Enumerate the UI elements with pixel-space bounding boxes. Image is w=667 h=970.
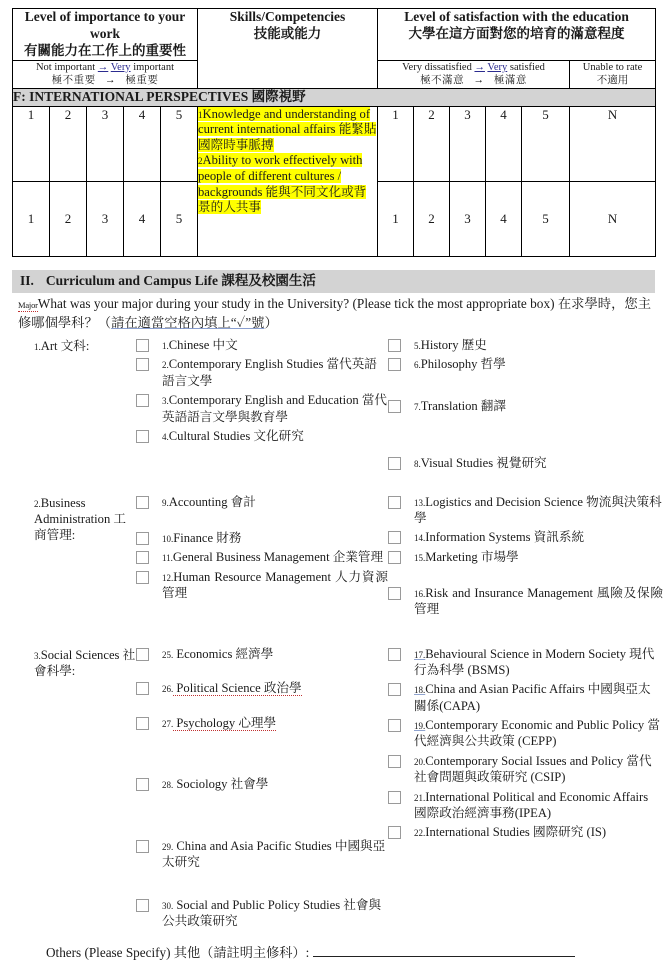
major-option[interactable] [136,680,388,696]
header-importance [13,9,198,61]
major-option[interactable] [388,337,663,353]
importance-option-2[interactable]: 2 [50,181,87,256]
legend-importance-very: Very [110,61,131,73]
header-satisfaction-cn: 大學在這方面對您的培育的滿意程度 [408,25,625,41]
legend-importance-cn-right: 極重要 [125,75,159,87]
importance-option-5[interactable]: 5 [161,106,198,181]
section-2 [0,270,667,961]
major-option[interactable] [136,897,388,930]
checkbox-major-15[interactable] [388,551,401,564]
importance-option-3[interactable]: 3 [87,106,124,181]
major-option[interactable] [136,494,388,510]
checkbox-major-29[interactable] [136,840,149,853]
competency-1-cn: 能緊貼國際時事脈搏 [198,122,377,152]
option-number: 12. [162,572,174,583]
option-label: Political Science 政治學 [173,681,302,696]
checkbox-major-7[interactable] [388,400,401,413]
option-label: Translation 翻譯 [420,398,506,413]
option-number: 1. [162,341,169,352]
checkbox-major-8[interactable] [388,457,401,470]
option-number: 6. [414,360,421,371]
major-option[interactable] [136,337,388,353]
option-number: 16. [414,588,426,599]
option-number: 21. [414,792,426,803]
competency-1-number: 1 [198,109,203,120]
option-label: Logistics and Decision Science 物流與決策科學 [414,494,662,525]
satisfaction-option-2[interactable]: 2 [414,181,450,256]
option-label: Finance 財務 [173,530,242,545]
importance-option-5[interactable]: 5 [161,181,198,256]
importance-option-3[interactable]: 3 [87,181,124,256]
option-number: 7. [414,401,421,412]
option-label: Information Systems 資訊系統 [425,530,585,545]
option-number: 10. [162,533,174,544]
option-label: Risk and Insurance Management 風險及保險管理 [414,585,663,617]
header-satisfaction-en: Level of satisfaction with the education [404,9,629,24]
others-label: Others (Please Specify) 其他（請註明主修科）: [46,944,310,960]
checkbox-major-17[interactable] [388,648,401,661]
header-importance-cn: 有關能力在工作上的重要性 [24,42,186,58]
checkbox-major-13[interactable] [388,496,401,509]
checkbox-major-22[interactable] [388,826,401,839]
option-number: 22. [414,828,426,839]
competency-text-cell [198,106,378,256]
option-number: 20. [414,756,426,767]
satisfaction-option-5[interactable]: 5 [522,106,570,181]
major-group-label-business [18,494,136,618]
legend-unable-cn: 不適用 [596,75,629,87]
legend-importance-cn-arrow: → [105,75,116,87]
group-label-cn: 文科: [60,339,90,354]
others-specify-row [12,942,655,961]
major-option[interactable] [388,646,663,679]
table-header-row-main [13,9,656,61]
checkbox-major-5[interactable] [388,339,401,352]
satisfaction-option-3[interactable]: 3 [450,181,486,256]
major-option[interactable] [136,646,388,662]
legend-satisfaction-left: Very dissatisfied [402,61,472,73]
competency-item-2 [198,153,377,215]
option-number: 11. [162,553,173,564]
option-label: Contemporary English and Education 當代英語語言文學與教育學 [162,393,388,424]
checkbox-major-26[interactable] [136,682,149,695]
competency-2-number: 2 [198,156,203,167]
major-question [12,293,655,332]
major-question-en: What was your major during your study in the University? (Please tick the most appropriate box) [37,296,558,312]
group-num: 3. [34,650,41,661]
checkbox-major-21[interactable] [388,791,401,804]
legend-unable-to-rate [570,60,656,89]
checkbox-major-18[interactable] [388,683,401,696]
checkbox-major-2[interactable] [136,358,149,371]
option-label: Cultural Studies 文化研究 [168,428,304,443]
section-f-table-wrap [0,0,667,257]
checkbox-major-30[interactable] [136,899,149,912]
major-option[interactable] [136,549,388,565]
major-option[interactable] [388,455,663,471]
option-number: 29. [162,842,174,853]
major-column-left [136,494,388,618]
major-option[interactable] [388,717,663,750]
option-number: 3. [162,396,169,407]
group-label-cn: 工商管理: [34,511,126,543]
legend-satisfaction-cn-arrow: → [473,75,485,87]
major-tag: Major [18,300,38,311]
major-group-social-sciences [18,646,660,930]
importance-option-4[interactable]: 4 [124,181,161,256]
satisfaction-option-na[interactable]: N [570,181,656,256]
option-number: 30. [162,900,174,911]
option-number: 27. [162,719,174,730]
importance-option-1[interactable]: 1 [13,106,50,181]
major-option[interactable] [388,356,663,372]
option-label: China and Asian Pacific Affairs 中國與亞太關係(CAPA) [414,682,651,713]
competency-row [13,106,656,181]
major-option[interactable] [136,356,388,389]
checkbox-major-14[interactable] [388,531,401,544]
checkbox-major-16[interactable] [388,587,401,600]
checkbox-major-9[interactable] [136,496,149,509]
section-2-roman: II. [20,272,34,288]
option-number: 25. [162,649,174,660]
major-option[interactable] [136,838,388,871]
legend-importance [13,60,198,89]
others-input[interactable] [313,944,575,957]
option-label: Psychology 心理學 [173,716,277,731]
option-label: Marketing 市場學 [425,549,519,564]
option-number: 15. [414,552,426,563]
header-skills-en: Skills/Competencies [229,9,346,24]
legend-satisfaction-cn-left: 極不滿意 [420,75,465,87]
header-importance-en: Level of importance to your work [24,9,186,41]
major-option[interactable] [388,789,663,822]
option-label: Economics 經濟學 [173,646,274,661]
competency-rating-table [12,8,656,257]
satisfaction-option-3[interactable]: 3 [450,106,486,181]
major-group-label-social-sciences [18,646,136,930]
major-option[interactable] [136,776,388,792]
competency-1-en: Knowledge and understanding of current international affairs [198,106,371,137]
importance-option-4[interactable]: 4 [124,106,161,181]
major-option[interactable] [388,681,663,714]
major-option[interactable] [388,549,663,565]
satisfaction-option-4[interactable]: 4 [486,106,522,181]
group-num: 1. [34,342,41,353]
option-label: International Political and Economic Affairs 國際政治經濟事務(IPEA) [414,789,649,820]
option-label: Contemporary Social Issues and Policy 當代社會問題與政策研究 (CSIP) [414,753,652,785]
satisfaction-option-1[interactable]: 1 [378,106,414,181]
option-number: 2. [162,360,169,371]
header-skills [198,9,378,89]
legend-satisfaction-very: Very [487,61,508,73]
major-column-left [136,337,388,471]
option-label: Accounting 會計 [168,494,256,509]
option-label: Contemporary English Studies 當代英語語言文學 [162,357,377,388]
option-number: 14. [414,533,426,544]
major-question-cn-1: 在求學時，您主修哪個學科？（ [18,296,652,330]
option-number: 18. [414,685,426,696]
major-question-cn-2: ） [264,314,278,330]
major-option[interactable] [388,529,663,545]
satisfaction-option-na[interactable]: N [570,106,656,181]
legend-satisfaction-cn-right: 極滿意 [493,75,527,87]
option-label: Visual Studies 視覺研究 [420,456,547,471]
checkbox-major-1[interactable] [136,339,149,352]
option-label: Philosophy 哲學 [420,357,506,372]
major-options-grid [12,337,663,929]
option-label: History 歷史 [420,338,487,353]
legend-satisfaction-arrow: → [474,61,485,73]
major-option[interactable] [136,428,388,444]
checkbox-major-25[interactable] [136,648,149,661]
legend-importance-right: important [130,61,175,73]
section-2-title: Curriculum and Campus Life 課程及校園生活 [45,272,316,288]
option-label: Human Resource Management 人力資源管理 [162,569,388,600]
legend-satisfaction-right: satisfied [507,61,545,73]
checkbox-major-20[interactable] [388,755,401,768]
checkbox-major-27[interactable] [136,717,149,730]
checkbox-major-12[interactable] [136,571,149,584]
major-option[interactable] [388,398,663,414]
option-number: 17. [414,649,426,660]
option-number: 8. [414,459,421,470]
section-band-row [13,89,656,106]
group-num: 2. [34,498,41,509]
option-label: Sociology 社會學 [173,776,269,791]
option-label: General Business Management 企業管理 [172,550,384,565]
competency-item-1 [198,107,377,154]
major-group-label-art [18,337,136,471]
major-group-business [18,494,663,618]
option-label: Behavioural Science in Modern Society 現代行為科學 (BSMS) [414,646,655,678]
competency-2-cn: 能與不同文化或背景的人共事 [198,184,367,215]
option-number: 26. [162,684,174,695]
major-option[interactable] [388,585,663,618]
group-label-en: Business Administration [34,495,114,526]
option-number: 5. [414,341,421,352]
header-satisfaction [378,9,656,61]
checkbox-major-11[interactable] [136,551,149,564]
checkbox-major-6[interactable] [388,358,401,371]
legend-satisfaction [378,60,570,89]
group-label-en: Social Sciences [40,647,123,662]
major-option[interactable] [136,530,388,546]
option-number: 28. [162,779,174,790]
major-column-right [388,646,663,930]
section-2-header [12,270,655,294]
satisfaction-option-5[interactable]: 5 [522,181,570,256]
option-label: Contemporary Economic and Public Policy 當代經濟與公共政策 (CEPP) [414,718,660,749]
major-column-left [136,646,388,930]
option-number: 4. [162,431,169,442]
option-number: 19. [414,721,426,732]
satisfaction-option-4[interactable]: 4 [486,181,522,256]
checkbox-major-28[interactable] [136,778,149,791]
option-label: China and Asia Pacific Studies 中國與亞太研究 [162,839,386,870]
checkbox-major-4[interactable] [136,430,149,443]
major-option[interactable] [388,753,663,786]
major-group-art [18,337,655,471]
major-option[interactable] [136,569,388,602]
group-label-en: Art [40,339,61,354]
satisfaction-option-2[interactable]: 2 [414,106,450,181]
section-band-f: F: INTERNATIONAL PERSPECTIVES 國際視野 [13,89,656,106]
checkbox-major-19[interactable] [388,719,401,732]
major-option[interactable] [388,824,663,840]
checkbox-major-3[interactable] [136,394,149,407]
header-skills-cn: 技能或能力 [253,25,322,41]
importance-option-2[interactable]: 2 [50,106,87,181]
major-option[interactable] [388,494,663,527]
option-label: International Studies 國際研究 (IS) [425,825,607,840]
legend-importance-left: Not important [35,61,96,73]
importance-option-1[interactable]: 1 [13,181,50,256]
group-label-cn: 社會科學: [34,647,136,679]
major-question-instruction-link: 請在適當空格內填上“✓”號 [111,314,265,330]
major-option[interactable] [136,392,388,425]
option-label: Chinese 中文 [168,338,238,353]
major-option[interactable] [136,715,388,731]
major-column-right [388,494,663,618]
legend-unable-en: Unable to rate [582,61,643,73]
option-label: Social and Public Policy Studies 社會與公共政策研究 [162,897,382,929]
legend-importance-arrow: → [97,61,109,73]
option-number: 9. [162,497,169,508]
satisfaction-option-1[interactable]: 1 [378,181,414,256]
option-number: 13. [414,497,426,508]
major-column-right [388,337,663,471]
checkbox-major-10[interactable] [136,532,149,545]
competency-2-en: Ability to work effectively with people of different cultures / backgrounds [198,153,363,199]
legend-importance-cn-left: 極不重要 [51,75,96,87]
